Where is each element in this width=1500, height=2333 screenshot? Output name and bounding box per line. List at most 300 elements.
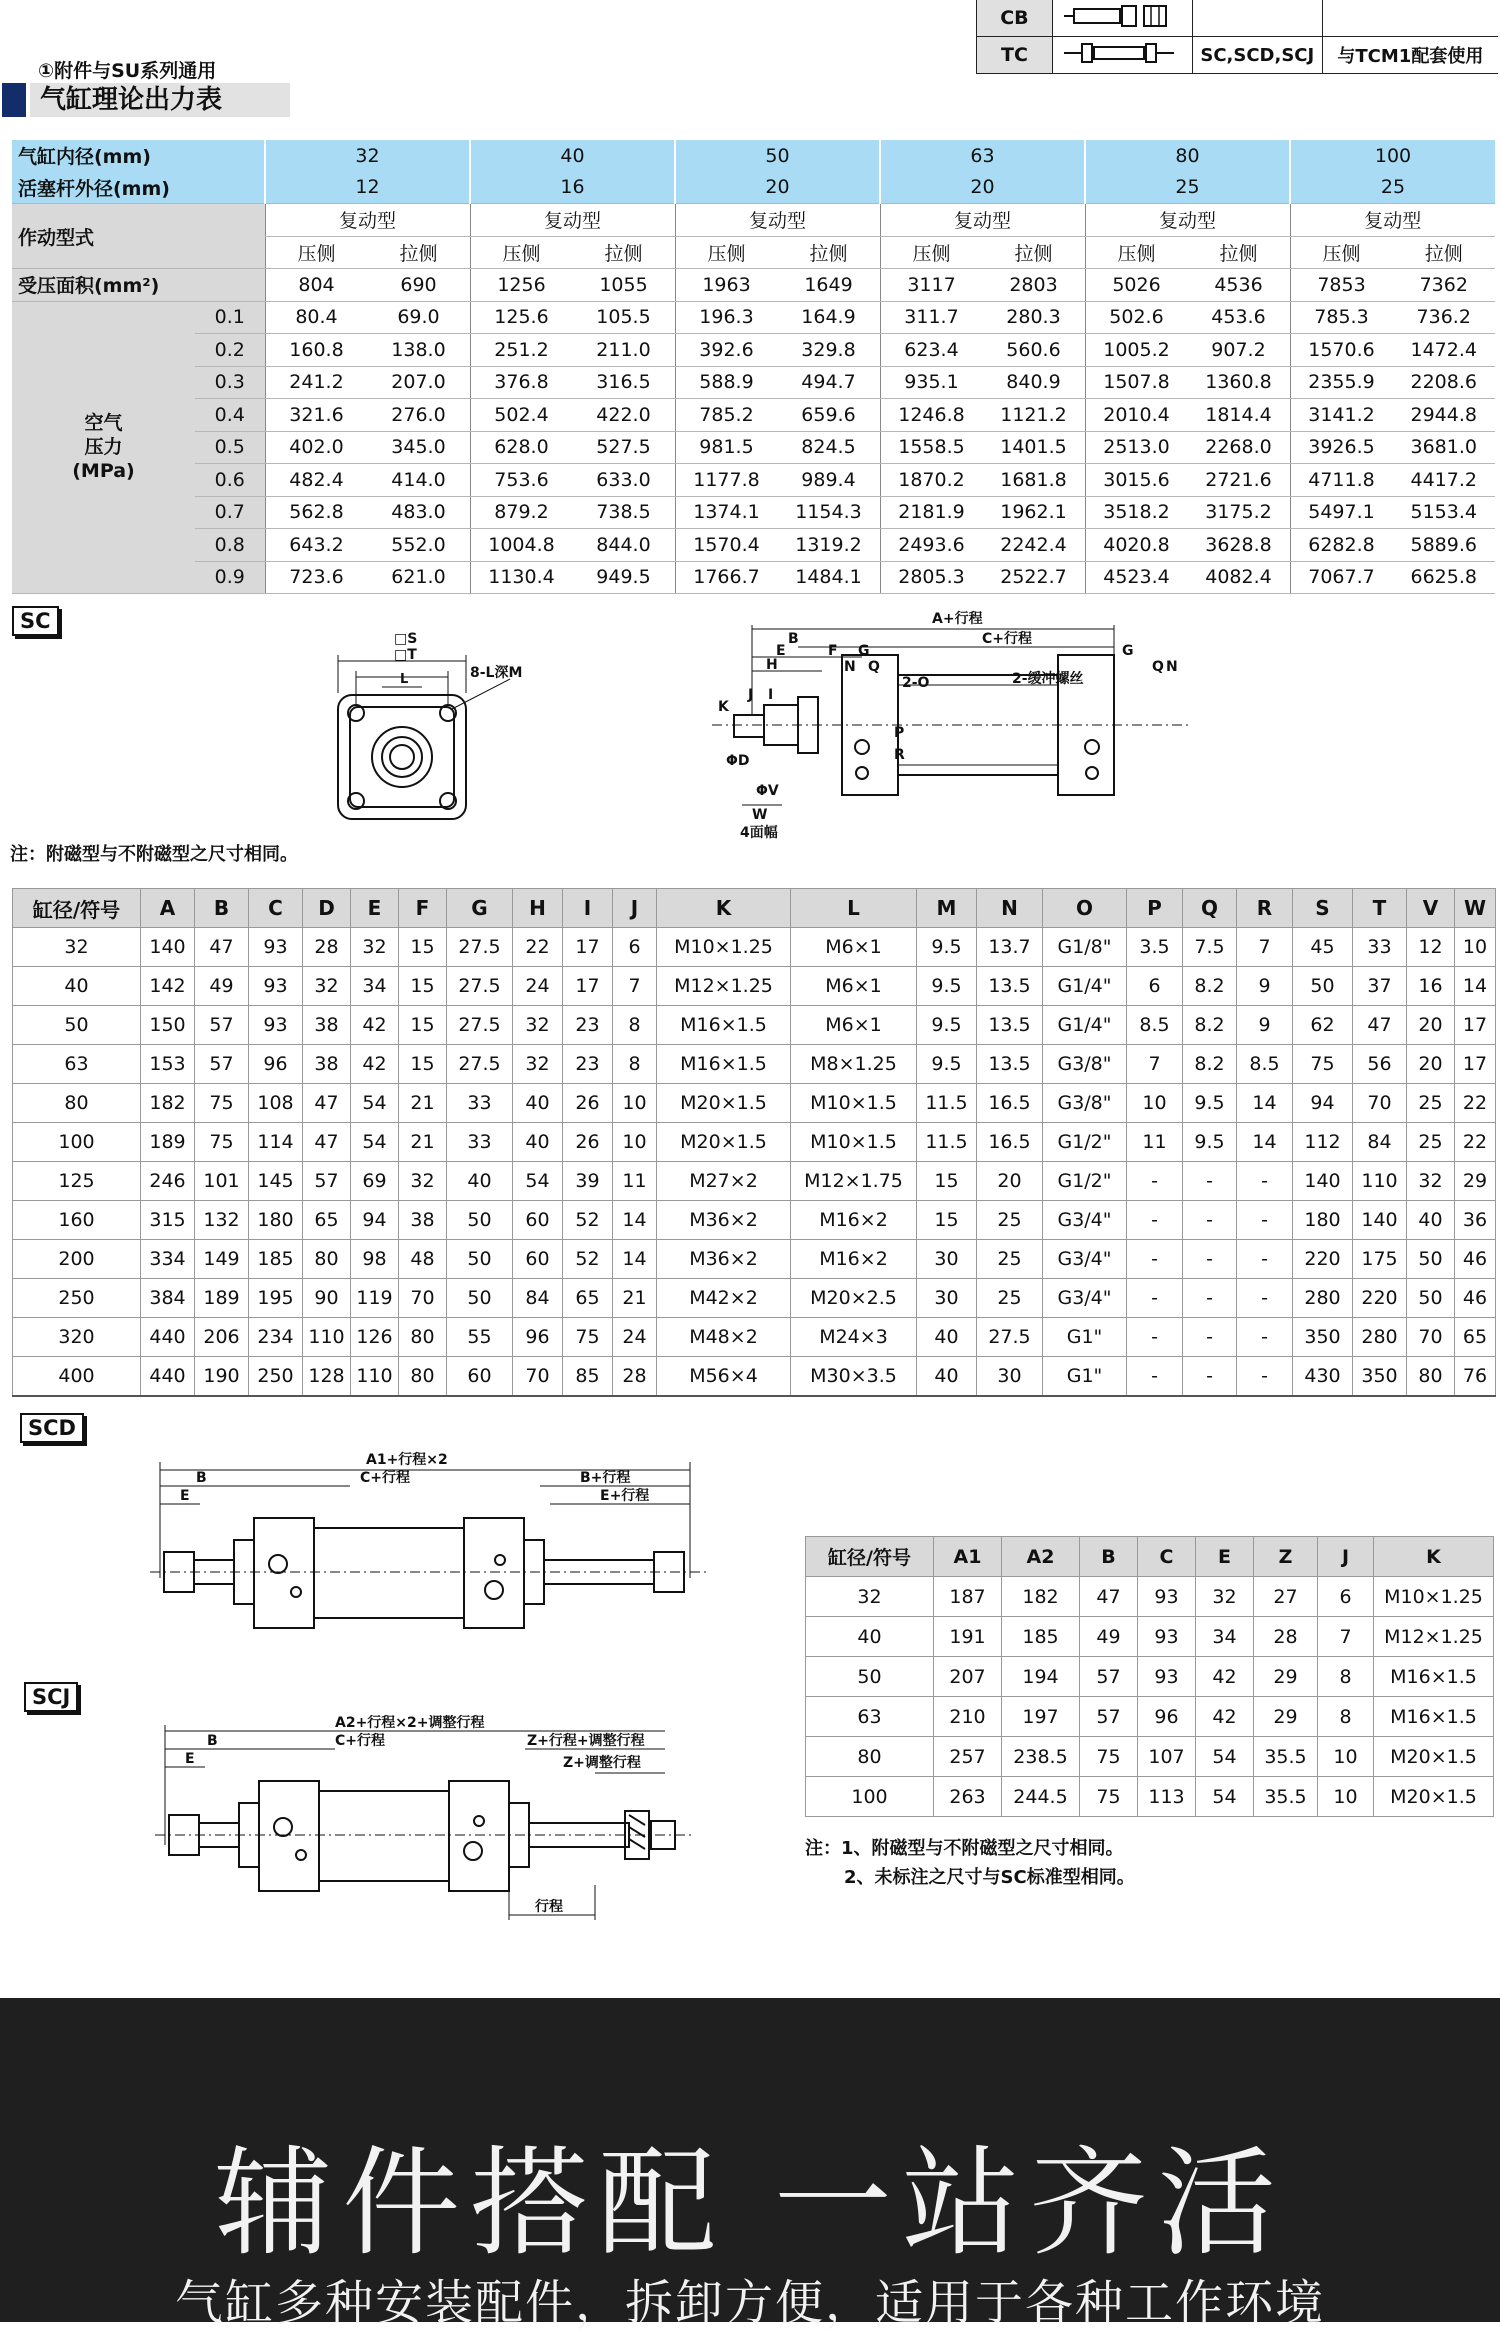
table-cell: 20 [1407,1006,1455,1045]
table-cell: 35.5 [1254,1737,1318,1777]
label-n: N [844,659,856,675]
force-value: 502.4 [470,399,573,432]
pressure-row [12,399,1495,432]
pressure-value: 0.8 [195,529,265,562]
force-value: 628.0 [470,431,573,464]
force-value: 105.5 [573,301,676,334]
force-value: 1962.1 [983,496,1086,529]
table-cell: 40 [513,1123,563,1162]
table-cell: 32 [513,1006,563,1045]
accessory-code: TC [977,37,1053,74]
table-cell: 20 [977,1162,1043,1201]
table-cell: 47 [195,928,249,967]
pressure-label [12,301,195,594]
table-cell: 16.5 [977,1084,1043,1123]
table-cell: 113 [1138,1777,1196,1817]
table-cell: 320 [13,1318,141,1357]
scd-header-cell: K [1374,1537,1494,1577]
force-value: 1870.2 [880,464,983,497]
force-value: 1570.4 [675,529,778,562]
table-cell: - [1127,1279,1183,1318]
table-cell: 26 [563,1084,613,1123]
force-value: 321.6 [265,399,368,432]
table-cell: 9.5 [1183,1084,1237,1123]
table-cell: 100 [13,1123,141,1162]
table-cell: 50 [806,1657,934,1697]
force-value: 1177.8 [675,464,778,497]
pressure-value: 0.5 [195,431,265,464]
table-cell: 315 [141,1201,195,1240]
sc-header-cell: R [1237,889,1293,928]
table-cell: 55 [447,1318,513,1357]
table-cell: 32 [13,928,141,967]
force-value: 251.2 [470,334,573,367]
area-value: 1055 [573,269,676,302]
rod-label: 活塞杆外径(mm) [12,172,265,204]
table-cell: 47 [1353,1006,1407,1045]
sc-header-cell: C [249,889,303,928]
force-value: 414.0 [368,464,471,497]
scd-label-e2: E+行程 [600,1488,650,1504]
table-cell: M16×1.5 [1374,1697,1494,1737]
table-row [806,1737,1494,1777]
sc-front-view-drawing [310,625,570,825]
table-cell: 80 [399,1357,447,1397]
table-row [13,1357,1496,1397]
table-cell: M10×1.5 [791,1123,917,1162]
table-cell: 23 [563,1006,613,1045]
table-cell: 206 [195,1318,249,1357]
label-h: H [766,657,778,673]
sc-note: 注：附磁型与不附磁型之尺寸相同。 [10,844,298,865]
table-cell: 21 [399,1084,447,1123]
table-cell: 25 [1407,1123,1455,1162]
table-cell: M20×1.5 [1374,1737,1494,1777]
table-cell: 220 [1353,1279,1407,1318]
table-cell: 40 [917,1318,977,1357]
table-cell: 93 [1138,1657,1196,1697]
sc-header-cell: 缸径/符号 [13,889,141,928]
table-cell: 75 [1080,1737,1138,1777]
force-value: 2181.9 [880,496,983,529]
pressure-label-line: (MPa) [72,460,135,483]
pressure-value: 0.4 [195,399,265,432]
table-cell: M12×1.75 [791,1162,917,1201]
table-cell: 39 [563,1162,613,1201]
table-cell: G3/4" [1043,1201,1127,1240]
table-cell: 140 [141,928,195,967]
table-cell: M20×2.5 [791,1279,917,1318]
sc-header-cell: S [1293,889,1353,928]
accessory-code: CB [977,0,1053,37]
type-value: 复动型 [1085,204,1290,237]
table-cell: 30 [917,1240,977,1279]
table-cell: M36×2 [657,1240,791,1279]
force-value: 527.5 [573,431,676,464]
table-cell: 34 [351,967,399,1006]
table-cell: M16×1.5 [1374,1657,1494,1697]
sc-header-cell: H [513,889,563,928]
label-g: G [858,643,870,659]
force-value: 1766.7 [675,561,778,594]
table-cell: G3/4" [1043,1240,1127,1279]
table-cell: M10×1.25 [1374,1577,1494,1617]
table-cell: - [1183,1162,1237,1201]
table-cell: 70 [513,1357,563,1397]
label-d: ΦD [726,753,750,769]
table-cell: G3/8" [1043,1045,1127,1084]
table-cell: 49 [195,967,249,1006]
area-value: 7362 [1393,269,1496,302]
scj-label-c: C+行程 [335,1733,386,1749]
table-cell: 42 [351,1006,399,1045]
table-cell: 54 [1196,1777,1254,1817]
pressure-value: 0.9 [195,561,265,594]
label-r: R [894,747,905,763]
area-value: 1256 [470,269,573,302]
table-cell: 93 [1138,1617,1196,1657]
pressure-row [12,334,1495,367]
table-row [806,1577,1494,1617]
push-label: 压侧 [1290,236,1393,269]
table-cell: 210 [934,1697,1002,1737]
scd-header-cell: C [1138,1537,1196,1577]
scd-header-cell: B [1080,1537,1138,1577]
force-value: 3628.8 [1188,529,1291,562]
section-title: 气缸理论出力表 [40,85,223,115]
table-cell: 70 [399,1279,447,1318]
table-cell: 9 [1237,967,1293,1006]
force-value: 2493.6 [880,529,983,562]
sc-header-cell: P [1127,889,1183,928]
table-cell: 90 [303,1279,351,1318]
table-row [806,1657,1494,1697]
force-value: 621.0 [368,561,471,594]
table-cell: 263 [934,1777,1002,1817]
table-cell: 22 [1455,1084,1496,1123]
table-row [13,1123,1496,1162]
area-row [12,269,1495,302]
sc-header-cell: N [977,889,1043,928]
scj-label-e: E [185,1751,195,1767]
table-cell: M16×2 [791,1201,917,1240]
table-cell: 194 [1002,1657,1080,1697]
scj-label-z1: Z+行程+调整行程 [527,1733,645,1749]
table-cell: M48×2 [657,1318,791,1357]
force-value: 3681.0 [1393,431,1496,464]
table-cell: 57 [195,1006,249,1045]
table-cell: M10×1.5 [791,1084,917,1123]
pull-label: 拉侧 [573,236,676,269]
table-cell: 52 [563,1201,613,1240]
table-cell: 69 [351,1162,399,1201]
force-value: 753.6 [470,464,573,497]
label-c: C+行程 [982,631,1033,647]
label-k: K [718,699,729,715]
rod-value: 25 [1290,172,1495,204]
push-label: 压侧 [265,236,368,269]
area-value: 1649 [778,269,881,302]
force-value: 1154.3 [778,496,881,529]
table-cell: 65 [1455,1318,1496,1357]
table-cell: 112 [1293,1123,1353,1162]
table-cell: 200 [13,1240,141,1279]
table-cell: G3/8" [1043,1084,1127,1123]
table-cell: M36×2 [657,1201,791,1240]
table-cell: 440 [141,1318,195,1357]
table-cell: M16×2 [791,1240,917,1279]
table-cell: G1/4" [1043,967,1127,1006]
table-cell: 10 [613,1123,657,1162]
table-cell: 75 [195,1123,249,1162]
table-cell: 38 [399,1201,447,1240]
label-b: B [788,631,799,647]
force-value: 1401.5 [983,431,1086,464]
table-cell: 40 [1407,1201,1455,1240]
table-cell: 110 [351,1357,399,1397]
sc-header-cell: M [917,889,977,928]
table-cell: 140 [1293,1162,1353,1201]
table-cell: 22 [513,928,563,967]
table-cell: 180 [249,1201,303,1240]
bore-value: 80 [1085,140,1290,172]
label-j: J [748,687,754,703]
pull-label: 拉侧 [983,236,1086,269]
table-cell: 13.7 [977,928,1043,967]
table-row [13,1240,1496,1279]
table-cell: 250 [249,1357,303,1397]
table-cell: 11 [1127,1123,1183,1162]
table-cell: 57 [1080,1697,1138,1737]
scj-label-a2: A2+行程×2+调整行程 [335,1715,485,1731]
table-cell: 108 [249,1084,303,1123]
force-value: 785.3 [1290,301,1393,334]
table-cell: 65 [563,1279,613,1318]
pressure-label-line: 压力 [84,436,123,459]
force-value: 69.0 [368,301,471,334]
force-value: 1484.1 [778,561,881,594]
scj-tag: SCJ [24,1682,78,1712]
label-l: 8-L深M [470,665,523,681]
table-cell: 6 [1318,1577,1374,1617]
table-cell: 38 [303,1006,351,1045]
force-value: 422.0 [573,399,676,432]
table-cell: 50 [447,1201,513,1240]
table-cell: 33 [1353,928,1407,967]
type-value: 复动型 [675,204,880,237]
table-cell: 96 [249,1045,303,1084]
table-cell: 11.5 [917,1123,977,1162]
scd-dimension-table [805,1536,1494,1817]
table-cell: 75 [1080,1777,1138,1817]
force-value: 1507.8 [1085,366,1188,399]
area-value: 4536 [1188,269,1291,302]
table-cell: 250 [13,1279,141,1318]
table-cell: 110 [1353,1162,1407,1201]
table-cell: 8 [613,1045,657,1084]
table-cell: G3/4" [1043,1279,1127,1318]
table-cell: 244.5 [1002,1777,1080,1817]
force-value: 562.8 [265,496,368,529]
pressure-row [12,366,1495,399]
table-cell: G1/8" [1043,928,1127,967]
table-cell: 54 [513,1162,563,1201]
table-cell: 21 [399,1123,447,1162]
force-value: 376.8 [470,366,573,399]
table-cell: 185 [249,1240,303,1279]
table-cell: - [1183,1201,1237,1240]
table-cell: 14 [1237,1084,1293,1123]
table-cell: G1/4" [1043,1006,1127,1045]
table-cell: 334 [141,1240,195,1279]
force-value: 1558.5 [880,431,983,464]
accessory-table [976,0,1498,74]
force-value: 2208.6 [1393,366,1496,399]
table-cell: 32 [303,967,351,1006]
table-cell: - [1127,1201,1183,1240]
table-cell: 182 [1002,1577,1080,1617]
sc-header-cell: A [141,889,195,928]
table-cell: 119 [351,1279,399,1318]
pull-label: 拉侧 [1393,236,1496,269]
force-value: 316.5 [573,366,676,399]
scd-table-header [806,1537,1494,1577]
table-cell: M20×1.5 [1374,1777,1494,1817]
force-value: 633.0 [573,464,676,497]
force-value: 4082.4 [1188,561,1291,594]
table-cell: M6×1 [791,928,917,967]
force-value: 1246.8 [880,399,983,432]
table-cell: M20×1.5 [657,1123,791,1162]
table-cell: 80 [399,1318,447,1357]
table-row [13,1045,1496,1084]
label-q: Q [868,659,880,675]
force-value: 138.0 [368,334,471,367]
table-cell: 27 [1254,1577,1318,1617]
table-cell: 54 [1196,1737,1254,1777]
force-value: 2522.7 [983,561,1086,594]
label-t: □T [394,647,417,663]
table-cell: 63 [806,1697,934,1737]
table-cell: 220 [1293,1240,1353,1279]
table-cell: 37 [1353,967,1407,1006]
table-cell: 93 [249,1006,303,1045]
force-value: 879.2 [470,496,573,529]
sc-header-cell: V [1407,889,1455,928]
table-cell: 10 [1455,928,1496,967]
scd-label-e: E [180,1488,190,1504]
table-cell: M10×1.25 [657,928,791,967]
table-cell: 27.5 [447,1006,513,1045]
table-cell: 6 [613,928,657,967]
table-cell: 57 [303,1162,351,1201]
accessory-desc: SC,SCD,SCJ [1192,37,1322,74]
table-cell: 17 [563,928,613,967]
sc-header-cell: F [399,889,447,928]
table-cell: 29 [1254,1657,1318,1697]
table-cell: 40 [806,1617,934,1657]
table-cell: 65 [303,1201,351,1240]
table-cell: 47 [303,1084,351,1123]
table-cell: 350 [1353,1357,1407,1397]
table-cell: 20 [1407,1045,1455,1084]
table-cell: G1/2" [1043,1162,1127,1201]
table-cell: 32 [1196,1577,1254,1617]
table-cell: - [1183,1240,1237,1279]
area-value: 2803 [983,269,1086,302]
table-cell: - [1237,1357,1293,1397]
table-cell: - [1237,1162,1293,1201]
table-cell: 8.2 [1183,967,1237,1006]
rod-value: 12 [265,172,470,204]
table-cell: 62 [1293,1006,1353,1045]
table-cell: 9.5 [917,1045,977,1084]
force-value: 3175.2 [1188,496,1291,529]
force-value: 981.5 [675,431,778,464]
pressure-value: 0.2 [195,334,265,367]
table-cell: - [1237,1318,1293,1357]
cb-icon [1052,0,1192,37]
force-value: 3015.6 [1085,464,1188,497]
table-cell: 7 [1318,1617,1374,1657]
table-cell: 29 [1455,1162,1496,1201]
force-value: 1374.1 [675,496,778,529]
label-f: F [828,643,838,659]
force-value: 949.5 [573,561,676,594]
force-table [12,140,1495,594]
table-row [13,1201,1496,1240]
pressure-row [12,464,1495,497]
force-value: 3141.2 [1290,399,1393,432]
table-cell: 280 [1293,1279,1353,1318]
table-cell: 27.5 [447,1045,513,1084]
table-cell: 24 [613,1318,657,1357]
table-cell: 80 [13,1084,141,1123]
table-cell: 175 [1353,1240,1407,1279]
table-cell: 195 [249,1279,303,1318]
table-cell: M30×3.5 [791,1357,917,1397]
table-cell: M56×4 [657,1357,791,1397]
table-cell: 47 [1080,1577,1138,1617]
table-cell: 114 [249,1123,303,1162]
bore-value: 50 [675,140,880,172]
table-cell: 189 [141,1123,195,1162]
table-cell: M16×1.5 [657,1045,791,1084]
table-cell: 440 [141,1357,195,1397]
force-value: 1004.8 [470,529,573,562]
sc-dimension-table [12,888,1496,1397]
table-cell: 25 [977,1201,1043,1240]
force-value: 211.0 [573,334,676,367]
pressure-row [12,496,1495,529]
table-cell: 238.5 [1002,1737,1080,1777]
area-value: 804 [265,269,368,302]
pressure-value: 0.6 [195,464,265,497]
table-row [806,1777,1494,1817]
table-cell: 280 [1353,1318,1407,1357]
table-cell: 8.5 [1237,1045,1293,1084]
sc-header-cell: Q [1183,889,1237,928]
force-value: 453.6 [1188,301,1291,334]
force-value: 3926.5 [1290,431,1393,464]
force-value: 196.3 [675,301,778,334]
table-cell: 15 [399,928,447,967]
pressure-value: 0.3 [195,366,265,399]
rod-value: 16 [470,172,675,204]
force-value: 1005.2 [1085,334,1188,367]
table-cell: 32 [513,1045,563,1084]
force-value: 1681.8 [983,464,1086,497]
